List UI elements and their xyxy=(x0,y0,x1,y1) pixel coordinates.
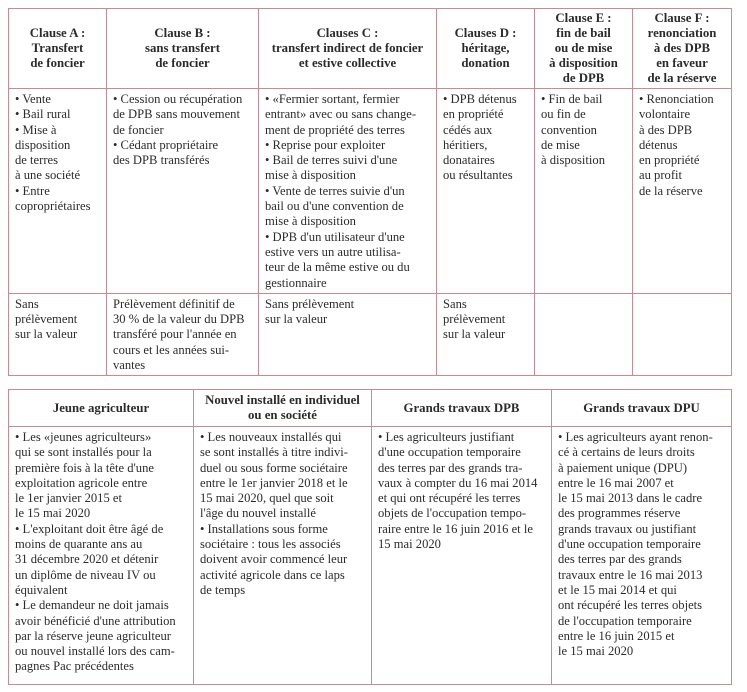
text-line: cours et les années sui- xyxy=(113,342,230,357)
prelevement-clause-f xyxy=(633,293,732,375)
text-line: • Bail de terres suivi d'une xyxy=(265,153,398,168)
text-line: de mise xyxy=(541,137,580,152)
reserve-conditions-row xyxy=(9,427,732,685)
text-line: par la réserve jeune agriculteur xyxy=(15,628,171,643)
cases-clauses-d xyxy=(437,89,535,294)
text-line: Clause A : xyxy=(29,26,86,40)
conditions-grands-travaux-dpu xyxy=(552,427,732,685)
text-line: copropriétaires xyxy=(15,199,91,214)
text-line: gestionnaire xyxy=(265,275,327,290)
prelevement-clauses-c xyxy=(259,293,437,375)
text-line: héritiers, xyxy=(443,137,488,152)
clauses-header-row xyxy=(9,9,732,89)
text-line: convention xyxy=(541,122,597,137)
cases-clauses-c xyxy=(259,89,437,294)
text-line: Transfert xyxy=(31,41,84,55)
text-line: un diplôme de niveau IV ou xyxy=(15,567,156,582)
cases-clause-f xyxy=(633,89,732,294)
text-line: prélèvement xyxy=(443,312,506,327)
text-line: transféré pour l'année en xyxy=(113,327,237,342)
text-line: objets de l'occupation tempo- xyxy=(378,506,527,521)
text-line: Jeune agriculteur xyxy=(52,400,150,415)
text-line: Prélèvement définitif de xyxy=(113,296,235,311)
text-line: activité agricole dans ce laps xyxy=(200,567,345,582)
reserve-table xyxy=(8,389,732,685)
text-line: de foncier xyxy=(30,56,85,70)
text-line: • Fin de bail xyxy=(541,92,603,106)
text-line: l'âge du nouvel installé xyxy=(200,506,316,521)
text-line: sur la valeur xyxy=(265,312,328,327)
header-clauses-d xyxy=(437,9,535,89)
clauses-cases-row xyxy=(9,89,732,294)
text-line: à une société xyxy=(15,168,81,183)
header-jeune-agriculteur xyxy=(9,390,194,427)
clauses-prelevement-row xyxy=(9,293,732,375)
text-line: Nouvel installé en individuel xyxy=(205,393,360,407)
text-line: à disposition xyxy=(549,56,618,70)
text-line: 31 décembre 2020 et détenir xyxy=(15,552,159,567)
text-line: • Cédant propriétaire xyxy=(113,137,219,152)
text-line: 15 mai 2020, quel que soit xyxy=(200,491,334,506)
header-clauses-c xyxy=(259,9,437,89)
text-line: à disposition xyxy=(541,153,606,168)
text-line: 30 % de la valeur du DPB xyxy=(113,312,245,327)
text-line: des terres par des grands tra- xyxy=(378,460,523,475)
text-line: de terres xyxy=(15,153,59,168)
text-line: Sans xyxy=(15,296,39,311)
text-line: • Le demandeur ne doit jamais xyxy=(15,598,169,613)
text-line: pagnes Pac précédentes xyxy=(15,659,134,674)
text-line: en propriété xyxy=(639,153,700,168)
reserve-header-row xyxy=(9,390,732,427)
text-line: d'une occupation temporaire xyxy=(378,445,521,460)
text-line: • Les «jeunes agriculteurs» xyxy=(15,430,152,444)
text-line: • Vente xyxy=(15,92,52,106)
conditions-jeune-agriculteur xyxy=(9,427,194,685)
text-line: entre le 16 mai 2007 et xyxy=(558,475,674,490)
text-line: moins de quarante ans au xyxy=(15,537,143,552)
text-line: prélèvement xyxy=(15,312,78,327)
text-line: Grands travaux DPU xyxy=(583,400,700,415)
text-line: ou de mise xyxy=(554,41,613,55)
text-line: des programmes réserve xyxy=(558,506,681,521)
text-line: • Entre xyxy=(15,183,50,198)
text-line: doivent avoir commencé leur xyxy=(200,552,348,567)
text-line: duel ou sous forme sociétaire xyxy=(200,460,348,475)
text-line: des terres par des grands xyxy=(558,552,682,567)
text-line: de temps xyxy=(200,582,246,597)
text-line: mise à disposition xyxy=(265,214,356,229)
text-line: sociétaire : tous les associés xyxy=(200,537,341,552)
text-line: • Installations sous forme xyxy=(200,521,328,536)
text-line: Grands travaux DPB xyxy=(403,400,520,415)
text-line: cédés aux xyxy=(443,122,493,137)
text-line: mise à disposition xyxy=(265,168,356,183)
prelevement-clause-e xyxy=(535,293,633,375)
text-line: qui se sont installés pour la xyxy=(15,445,152,460)
text-line: cé à certains de leurs droits xyxy=(558,445,695,460)
text-line: de la réserve xyxy=(647,71,717,85)
clauses-table xyxy=(8,8,732,376)
text-line: et le 15 mai 2014 et qui xyxy=(558,582,677,597)
text-line: donataires xyxy=(443,153,495,168)
text-line: ou nouvel installé lors des cam- xyxy=(15,644,175,659)
text-line: transfert indirect de foncier xyxy=(271,41,424,55)
text-line: • Bail rural xyxy=(15,107,71,122)
header-grands-travaux-dpu xyxy=(552,390,732,427)
text-line: entrant» avec ou sans change- xyxy=(265,107,417,122)
text-line: des DPB transférés xyxy=(113,153,210,168)
header-clause-b xyxy=(107,9,259,89)
header-nouvel-installe xyxy=(194,390,372,427)
text-line: sur la valeur xyxy=(15,327,78,342)
conditions-nouvel-installe xyxy=(194,427,372,685)
cases-clause-a xyxy=(9,89,107,294)
text-line: vaux à compter du 16 mai 2014 xyxy=(378,475,538,490)
text-line: et qui ont récupéré les terres xyxy=(378,491,521,506)
text-line: ment de propriété des terres xyxy=(265,122,405,137)
text-line: renonciation xyxy=(647,26,717,40)
text-line: Clauses C : xyxy=(316,26,379,40)
text-line: Sans prélèvement xyxy=(265,296,355,311)
text-line: équivalent xyxy=(15,582,68,597)
text-line: • L'exploitant doit être âgé de xyxy=(15,521,164,536)
text-line: raire entre le 16 juin 2016 et le xyxy=(378,521,533,536)
text-line: exploitation agricole entre xyxy=(15,475,148,490)
text-line: • DPB d'un utilisateur d'une xyxy=(265,229,405,244)
text-line: ont récupéré les terres objets xyxy=(558,598,703,613)
text-line: et estive collective xyxy=(298,56,397,70)
text-line: • Reprise pour exploiter xyxy=(265,137,386,152)
text-line: première fois à la tête d'une xyxy=(15,460,154,475)
text-line: de l'occupation temporaire xyxy=(558,613,692,628)
text-line: sans transfert xyxy=(145,41,220,55)
header-clause-e xyxy=(535,9,633,89)
text-line: ou en société xyxy=(248,408,317,422)
text-line: donation xyxy=(461,56,510,70)
text-line: héritage, xyxy=(461,41,510,55)
text-line: • «Fermier sortant, fermier xyxy=(265,92,400,106)
text-line: de DPB xyxy=(562,71,605,85)
text-line: détenus xyxy=(639,137,678,152)
text-line: d'une occupation temporaire xyxy=(558,537,701,552)
text-line: ou résultantes xyxy=(443,168,513,183)
text-line: • Vente de terres suivie d'un xyxy=(265,183,405,198)
text-line: en faveur xyxy=(656,56,708,70)
text-line: à des DPB xyxy=(639,122,693,137)
text-line: • DPB détenus xyxy=(443,92,517,106)
header-clause-f xyxy=(633,9,732,89)
text-line: 15 mai 2020 xyxy=(378,537,441,552)
text-line: disposition xyxy=(15,137,71,152)
text-line: vantes xyxy=(113,358,146,373)
text-line: • Les agriculteurs justifiant xyxy=(378,430,515,444)
text-line: le 15 mai 2013 dans le cadre xyxy=(558,491,703,506)
text-line: entre le 1er janvier 2018 et le xyxy=(200,475,348,490)
text-line: se sont installés à titre indivi- xyxy=(200,445,348,460)
text-line: Clause F : xyxy=(654,11,710,25)
text-line: ou fin de xyxy=(541,107,586,122)
text-line: de foncier xyxy=(113,122,164,137)
text-line: de foncier xyxy=(155,56,210,70)
text-line: grands travaux ou justifiant xyxy=(558,521,697,536)
text-line: le 1er janvier 2015 et xyxy=(15,491,123,506)
text-line: • Renonciation xyxy=(639,92,714,106)
text-line: sur la valeur xyxy=(443,327,506,342)
text-line: volontaire xyxy=(639,107,691,122)
text-line: • Cession ou récupération xyxy=(113,92,243,106)
text-line: teur de la même estive ou du xyxy=(265,260,410,275)
text-line: estive vers un autre utilisa- xyxy=(265,244,401,259)
header-grands-travaux-dpb xyxy=(372,390,552,427)
text-line: • Les nouveaux installés qui xyxy=(200,430,342,444)
text-line: en propriété xyxy=(443,107,504,122)
text-line: de la réserve xyxy=(639,183,703,198)
text-line: • Les agriculteurs ayant renon- xyxy=(558,430,713,444)
cases-clause-e xyxy=(535,89,633,294)
header-clause-a xyxy=(9,9,107,89)
text-line: entre le 16 juin 2015 et xyxy=(558,628,675,643)
text-line: Clause B : xyxy=(154,26,211,40)
text-line: à paiement unique (DPU) xyxy=(558,460,688,475)
prelevement-clause-a xyxy=(9,293,107,375)
text-line: bail ou d'une convention de xyxy=(265,199,404,214)
text-line: Clauses D : xyxy=(454,26,517,40)
text-line: avoir bénéficié d'une attribution xyxy=(15,613,176,628)
prelevement-clause-b xyxy=(107,293,259,375)
text-line: • Mise à xyxy=(15,122,57,137)
cases-clause-b xyxy=(107,89,259,294)
text-line: à des DPB xyxy=(653,41,711,55)
text-line: travaux entre le 16 mai 2013 xyxy=(558,567,703,582)
text-line: Sans xyxy=(443,296,467,311)
text-line: au profit xyxy=(639,168,683,183)
text-line: le 15 mai 2020 xyxy=(15,506,91,521)
text-line: de DPB sans mouvement xyxy=(113,107,240,122)
conditions-grands-travaux-dpb xyxy=(372,427,552,685)
text-line: le 15 mai 2020 xyxy=(558,644,634,659)
text-line: Clause E : xyxy=(555,11,612,25)
prelevement-clauses-d xyxy=(437,293,535,375)
text-line: fin de bail xyxy=(556,26,611,40)
